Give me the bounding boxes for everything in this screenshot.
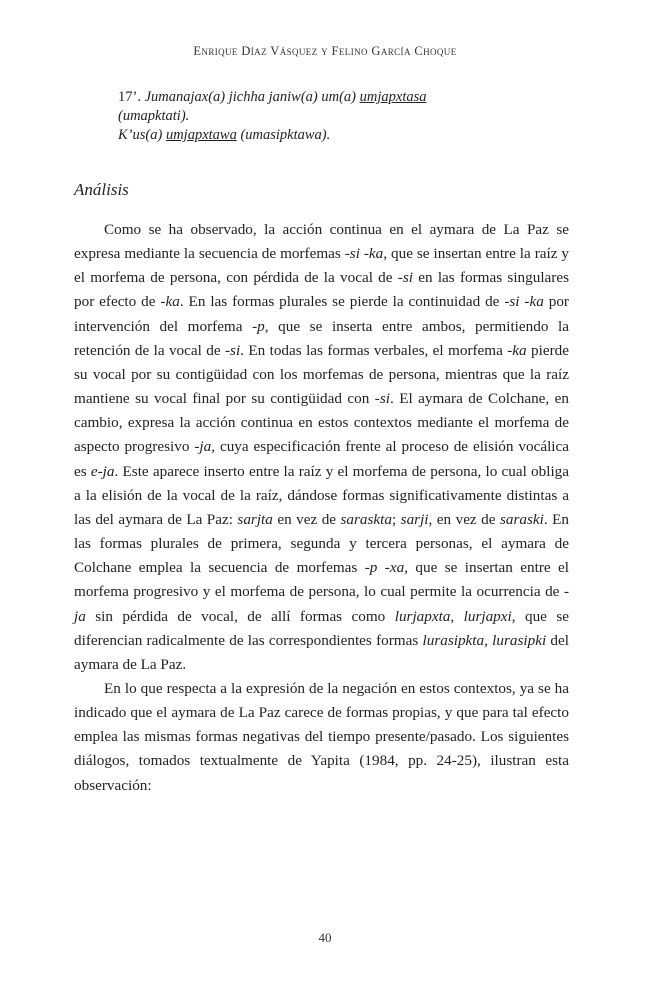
italic-term: sarjta bbox=[237, 510, 273, 528]
italic-term: -p bbox=[252, 317, 265, 335]
paragraph bbox=[74, 218, 569, 677]
paragraph-text: , que se insertan entre la raíz y el morfema de persona, con pérdida de la vocal de bbox=[74, 245, 569, 287]
example-line bbox=[118, 107, 538, 126]
paragraph-text: por intervención del morfema bbox=[74, 293, 569, 335]
italic-term: -p -xa bbox=[364, 559, 405, 577]
example-line bbox=[118, 88, 538, 107]
paragraph-text: , cuya especificación frente al proceso de elisión vocálica es bbox=[74, 438, 569, 480]
italic-term: -si bbox=[224, 341, 241, 359]
paragraph-text: Como se ha observado, la acción continua en el aymara de La Paz se expresa mediante la secuencia de morfemas bbox=[74, 221, 569, 263]
italic-term: saraskta bbox=[340, 510, 392, 528]
italic-term: -si -ka bbox=[504, 293, 544, 311]
paragraph-text: ; bbox=[391, 510, 401, 528]
paragraph-text: En lo que respecta a la expresión de la negación en estos contextos, ya se ha indicado que el aymara de La Paz carece de formas propias, y que para tal efecto emplea las mismas formas negativas del tiempo presente/pasado. Los siguientes diálogos, tomados textualmente de Yapita (1984, pp. 24-25), ilustran esta observación: bbox=[74, 679, 569, 794]
italic-term: -ka bbox=[507, 341, 527, 359]
paragraph-text: . Este aparece inserto entre la raíz y el morfema de persona, lo cual obliga a la elisión de la vocal de la raíz, dándose formas significativamente distintas a las del aymara de La Paz: bbox=[74, 462, 570, 528]
paragraph-text: . En las formas plurales de primera, segunda y tercera personas, el aymara de Colchane emplea la secuencia de morfemas bbox=[74, 510, 569, 577]
underlined-form: umjapxtasa bbox=[359, 89, 427, 105]
example-text: K’us(a) bbox=[118, 127, 166, 143]
paragraph-text: , que se insertan entre el morfema progresivo y el morfema de persona, lo cual permite la ocurrencia de bbox=[74, 559, 570, 601]
paragraph-text: sin pérdida de vocal, de allí formas como bbox=[85, 607, 395, 625]
italic-term: -si -ka bbox=[344, 245, 384, 263]
section-heading: Análisis bbox=[74, 180, 129, 199]
example-text: (umapktati). bbox=[118, 108, 190, 124]
italic-term: e-ja bbox=[90, 462, 115, 480]
italic-term: -ja bbox=[74, 583, 569, 625]
example-text: Jumanajax(a) jichha janiw(a) um(a) bbox=[140, 89, 360, 105]
paragraph-text: . El aymara de Colchane, en cambio, expresa la acción continua en estos contextos mediante el morfema de aspecto progresivo bbox=[74, 390, 569, 456]
example-number: 17’. bbox=[118, 89, 141, 105]
example-line bbox=[118, 126, 538, 145]
italic-term: -ka bbox=[160, 293, 180, 311]
italic-term: saraski bbox=[499, 510, 544, 528]
paragraph-text: pierde su vocal por su contigüidad con los morfemas de persona, mientras que la raíz mantiene su vocal final por su contigüidad con bbox=[74, 341, 569, 408]
example-text: (umasipktawa). bbox=[236, 127, 331, 143]
paragraph-text: en vez de bbox=[272, 510, 341, 528]
paragraph-text: del aymara de La Paz. bbox=[74, 631, 569, 673]
paragraph bbox=[74, 677, 569, 798]
page-number: 40 bbox=[318, 930, 332, 945]
underlined-form: umjapxtawa bbox=[165, 127, 237, 143]
italic-term: sarji bbox=[400, 510, 429, 528]
italic-term: lurasipkta, lurasipki bbox=[422, 631, 547, 649]
example-block bbox=[118, 88, 538, 145]
italic-term: -si bbox=[397, 269, 413, 287]
running-head: Enrique Díaz Vásquez y Felino García Choque bbox=[193, 44, 457, 58]
paragraph-text: , en vez de bbox=[428, 510, 500, 528]
paragraph-text: , que se inserta entre ambos, permitiendo la retención de la vocal de bbox=[74, 317, 569, 359]
body-text bbox=[74, 218, 569, 798]
paragraph-text: . En todas las formas verbales, el morfema bbox=[240, 341, 508, 359]
italic-term: lurjapxta, lurjapxi bbox=[394, 607, 512, 625]
paragraph-text: , que se diferencian radicalmente de las correspondientes formas bbox=[74, 607, 569, 649]
paragraph-text: . En las formas plurales se pierde la continuidad de bbox=[179, 293, 505, 311]
italic-term: -ja bbox=[194, 438, 212, 456]
italic-term: -si bbox=[374, 390, 390, 408]
paragraph-text: en las formas singulares por efecto de bbox=[74, 269, 569, 311]
